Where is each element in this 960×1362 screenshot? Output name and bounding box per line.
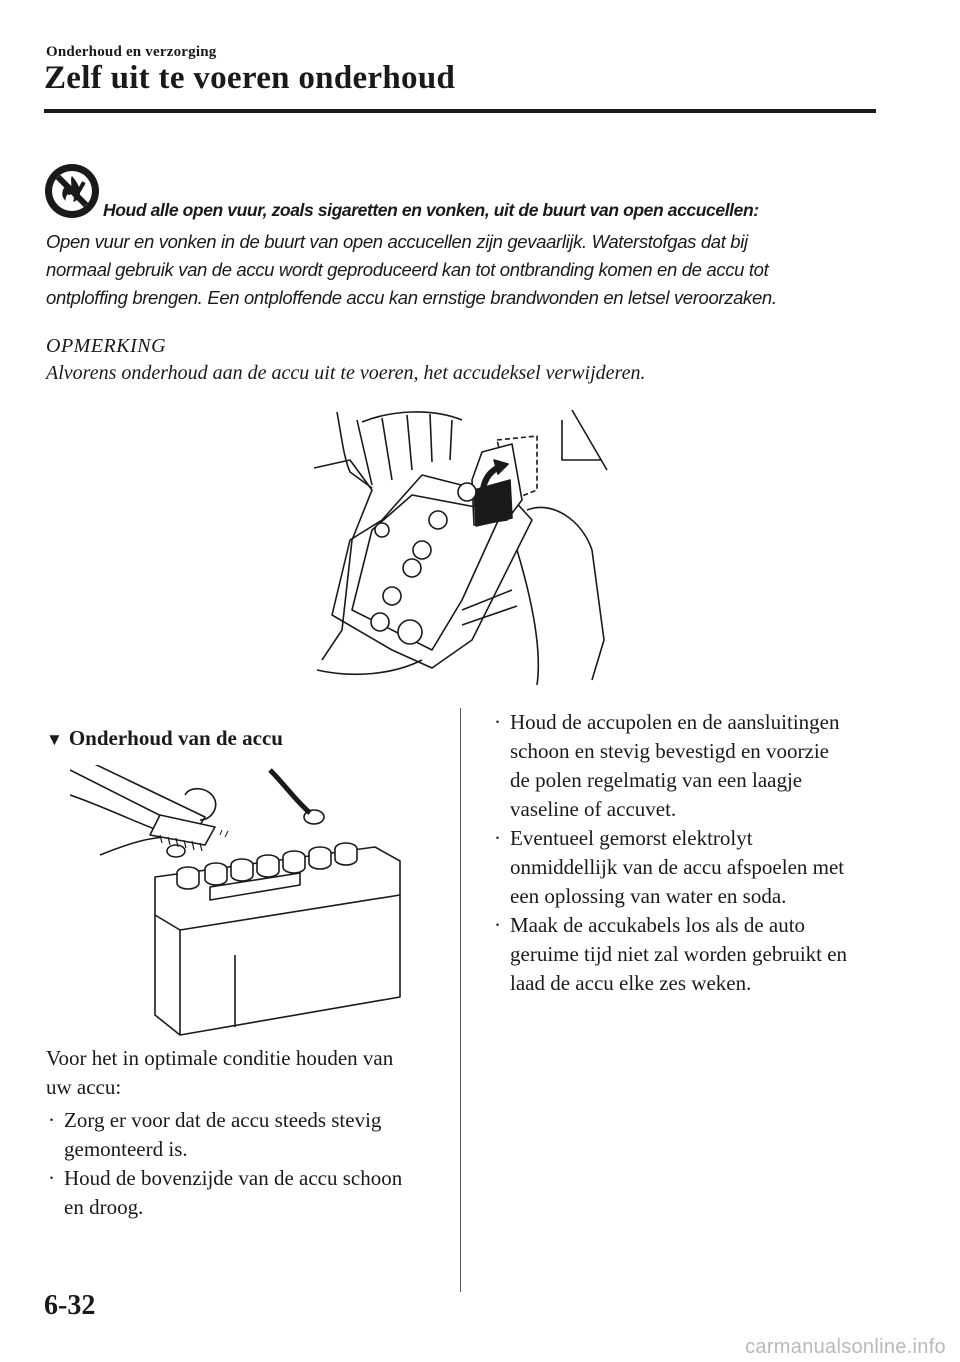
warning-heading: Houd alle open vuur, zoals sigaretten en vonken, uit de buurt van open accucellen: bbox=[103, 200, 759, 220]
triangle-marker-icon: ▼ bbox=[46, 730, 63, 749]
battery-cleaning-illustration bbox=[70, 765, 410, 1040]
list-item-line: Eventueel gemorst elektrolyt bbox=[510, 826, 753, 850]
intro-line: uw accu: bbox=[46, 1075, 122, 1099]
section-label: Onderhoud en verzorging bbox=[46, 44, 217, 60]
bullet-dot-icon: · bbox=[494, 913, 501, 937]
page-number: 6-32 bbox=[44, 1290, 96, 1321]
warning-body-line: ontploffing brengen. Een ontploffende accu kan ernstige brandwonden en letsel veroorzaken. bbox=[46, 287, 777, 308]
intro-line: Voor het in optimale conditie houden van bbox=[46, 1046, 394, 1070]
bullet-dot-icon: · bbox=[48, 1108, 55, 1132]
list-item bbox=[492, 824, 882, 911]
list-item bbox=[492, 911, 882, 998]
bullet-dot-icon: · bbox=[48, 1166, 55, 1190]
list-item bbox=[492, 708, 882, 824]
list-item-line: Zorg er voor dat de accu steeds stevig bbox=[64, 1108, 382, 1132]
bullet-dot-icon: · bbox=[494, 826, 501, 850]
no-open-flame-icon bbox=[44, 163, 100, 219]
list-item-line: geruime tijd niet zal worden gebruikt en bbox=[510, 942, 848, 966]
section-heading-text: Onderhoud van de accu bbox=[68, 726, 283, 750]
list-item bbox=[46, 1106, 446, 1164]
note-heading: OPMERKING bbox=[46, 335, 167, 357]
column-divider bbox=[460, 708, 461, 1292]
warning-body-line: Open vuur en vonken in de buurt van open accucellen zijn gevaarlijk. Waterstofgas dat bij bbox=[46, 231, 748, 252]
page-title: Zelf uit te voeren onderhoud bbox=[44, 60, 456, 96]
warning-body-line: normaal gebruik van de accu wordt geproduceerd kan tot ontbranding komen en de accu tot bbox=[46, 259, 769, 280]
warning-body bbox=[46, 228, 886, 312]
list-item-line: Maak de accukabels los als de auto bbox=[510, 913, 806, 937]
left-bullet-list bbox=[46, 1106, 446, 1222]
section-heading bbox=[46, 726, 283, 751]
list-item-line: Houd de accupolen en de aansluitingen bbox=[510, 710, 840, 734]
bullet-dot-icon: · bbox=[494, 710, 501, 734]
list-item-line: en droog. bbox=[64, 1195, 144, 1219]
list-item-line: vaseline of accuvet. bbox=[510, 797, 677, 821]
list-item-line: laad de accu elke zes weken. bbox=[510, 971, 752, 995]
intro-paragraph bbox=[46, 1044, 446, 1102]
list-item-line: schoon en stevig bevestigd en voorzie bbox=[510, 739, 829, 763]
note-body: Alvorens onderhoud aan de accu uit te voeren, het accudeksel verwijderen. bbox=[46, 362, 646, 384]
list-item-line: onmiddellijk van de accu afspoelen met bbox=[510, 855, 845, 879]
list-item-line: de polen regelmatig van een laagje bbox=[510, 768, 803, 792]
watermark: carmanualsonline.info bbox=[745, 1336, 946, 1358]
battery-cover-illustration bbox=[312, 400, 612, 688]
right-bullet-list bbox=[492, 708, 882, 998]
title-divider bbox=[44, 109, 876, 113]
list-item-line: een oplossing van water en soda. bbox=[510, 884, 787, 908]
list-item-line: gemonteerd is. bbox=[64, 1137, 188, 1161]
list-item-line: Houd de bovenzijde van de accu schoon bbox=[64, 1166, 403, 1190]
list-item bbox=[46, 1164, 446, 1222]
